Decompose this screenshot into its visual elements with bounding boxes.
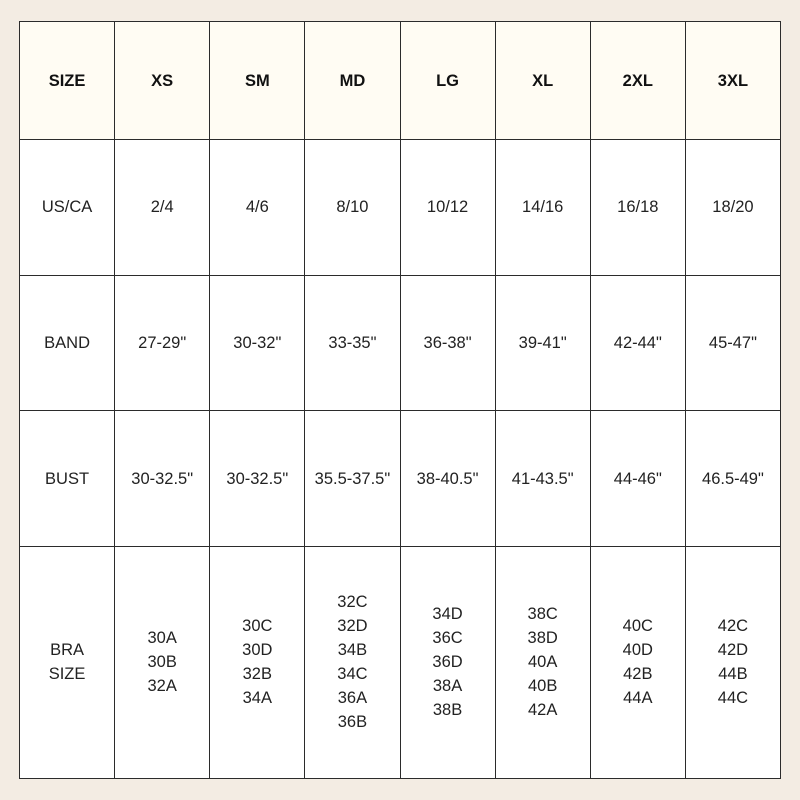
bra-size-value: 34D (432, 605, 463, 624)
cell: 33-35" (305, 275, 400, 411)
cell: 30-32.5" (115, 411, 210, 547)
cell: 4/6 (210, 140, 305, 276)
cell: 14/16 (495, 140, 590, 276)
cell: 38-40.5" (400, 411, 495, 547)
header-size-sm: SM (210, 22, 305, 140)
header-size-xl: XL (495, 22, 590, 140)
bra-size-value: 44C (717, 689, 749, 708)
row-bra-size (20, 546, 781, 778)
bra-size-value: 32D (337, 617, 368, 636)
row-label: US/CA (20, 140, 115, 276)
row-label-line: BRA (50, 641, 85, 660)
bra-cell-md (305, 546, 400, 778)
cell: 2/4 (115, 140, 210, 276)
bra-size-value: 32C (337, 593, 368, 612)
bra-size-value: 38C (527, 605, 558, 624)
header-size-2xl: 2XL (590, 22, 685, 140)
cell: 30-32.5" (210, 411, 305, 547)
cell: 35.5-37.5" (305, 411, 400, 547)
row-us-ca (20, 140, 781, 276)
bra-size-value: 42C (717, 617, 749, 636)
header-size-lg: LG (400, 22, 495, 140)
bra-size-value: 30A (147, 629, 177, 648)
cell: 41-43.5" (495, 411, 590, 547)
bra-size-value: 34C (337, 665, 368, 684)
cell: 46.5-49" (685, 411, 780, 547)
bra-size-value: 40D (622, 641, 653, 660)
bra-size-value: 44B (718, 665, 748, 684)
bra-size-value: 36D (432, 653, 463, 672)
header-size-md: MD (305, 22, 400, 140)
bra-size-value: 40B (528, 677, 558, 696)
bra-size-value: 38B (432, 701, 463, 720)
cell: 10/12 (400, 140, 495, 276)
row-band (20, 275, 781, 411)
cell: 30-32" (210, 275, 305, 411)
bra-size-value: 38A (432, 677, 463, 696)
row-label-line: SIZE (48, 665, 86, 684)
header-size-xs: XS (115, 22, 210, 140)
bra-size-value: 30B (147, 653, 177, 672)
cell: 44-46" (590, 411, 685, 547)
bra-size-value: 44A (623, 689, 653, 708)
size-chart-table (19, 21, 781, 779)
header-row (20, 22, 781, 140)
cell: 18/20 (685, 140, 780, 276)
bra-cell-lg (400, 546, 495, 778)
bra-size-value: 40C (622, 617, 653, 636)
bra-size-value: 34A (242, 689, 272, 708)
bra-cell-sm (210, 546, 305, 778)
cell: 42-44" (590, 275, 685, 411)
bra-size-value: 36C (432, 629, 463, 648)
size-chart (19, 21, 781, 779)
bra-size-value: 42A (528, 701, 558, 720)
row-label: BAND (20, 275, 115, 411)
header-size-3xl: 3XL (685, 22, 780, 140)
bra-size-value: 40A (528, 653, 558, 672)
bra-size-value: 34B (337, 641, 368, 660)
bra-size-value: 30C (242, 617, 273, 636)
row-label (20, 546, 115, 778)
bra-size-value: 30D (242, 641, 273, 660)
cell: 45-47" (685, 275, 780, 411)
bra-size-value: 36B (337, 713, 368, 732)
bra-size-value: 32A (147, 677, 177, 696)
cell: 16/18 (590, 140, 685, 276)
bra-cell-3xl (685, 546, 780, 778)
cell: 27-29" (115, 275, 210, 411)
bra-size-value: 42D (717, 641, 749, 660)
bra-cell-xs (115, 546, 210, 778)
bra-size-value: 32B (242, 665, 272, 684)
cell: 36-38" (400, 275, 495, 411)
row-label: BUST (20, 411, 115, 547)
bra-cell-xl (495, 546, 590, 778)
bra-size-value: 36A (337, 689, 368, 708)
cell: 8/10 (305, 140, 400, 276)
bra-size-value: 42B (623, 665, 653, 684)
header-size-label: SIZE (20, 22, 115, 140)
bra-cell-2xl (590, 546, 685, 778)
cell: 39-41" (495, 275, 590, 411)
row-bust (20, 411, 781, 547)
bra-size-value: 38D (527, 629, 558, 648)
